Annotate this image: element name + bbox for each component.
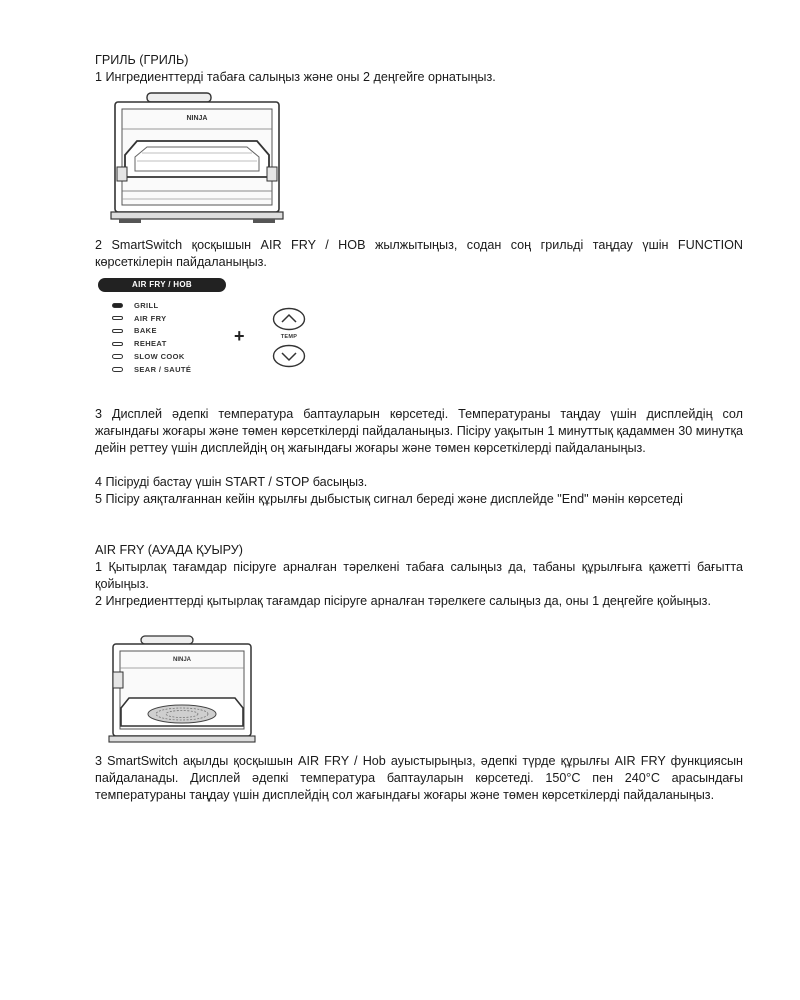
ninja-logo: NINJA xyxy=(172,657,192,663)
mode-item-grill: GRILL xyxy=(112,299,191,312)
grill-heading: ГРИЛЬ (ГРИЛЬ) xyxy=(95,53,189,67)
grill-step-1: 1 Ингредиенттерді табаға салыңыз және оны 2 деңгейге орнатыңыз. xyxy=(95,70,496,84)
temp-label: TEMP xyxy=(280,334,298,340)
grill-step-2: 2 SmartSwitch қосқышын AIR FRY / HOB жылжытыңыз, содан соң грильді таңдау үшін FUNCTION көрсеткілерін пайдаланыңыз. xyxy=(95,238,743,269)
ninja-logo: NINJA xyxy=(186,115,208,122)
mode-item-sear-saute: SEAR / SAUTÉ xyxy=(112,363,191,376)
oven-illustration-grill xyxy=(107,91,287,229)
indicator-light-icon xyxy=(112,316,123,321)
air-fry-hob-badge: AIR FRY / HOB xyxy=(98,278,226,292)
grill-step-3: 3 Дисплей әдепкі температура баптауларын көрсетеді. Температураны таңдау үшін дисплейдің сол жағындағы жоғары және төмен көрсеткілерді пайдаланыңыз. Пісіру уақытын 1 минуттық қадаммен 30 минутқа дейін реттеу үшін дисплейдің оң жағындағы жоғары және төмен көрсеткілерді пайдаланыңыз. xyxy=(95,407,743,455)
indicator-light-icon xyxy=(112,303,123,308)
mode-item-reheat: REHEAT xyxy=(112,337,191,350)
indicator-light-icon xyxy=(112,367,123,372)
function-mode-list xyxy=(112,299,191,376)
air-fry-heading: AIR FRY (АУАДА ҚУЫРУ) xyxy=(95,543,243,557)
indicator-light-icon xyxy=(112,342,123,347)
grill-step-5: 5 Пісіру аяқталғаннан кейін құрылғы дыбыстық сигнал береді және дисплейде "End" мәнін көрсетеді xyxy=(95,492,683,506)
air-fry-step-1: 1 Қытырлақ тағамдар пісіруге арналған тәрелкені табаға салыңыз да, табаны құрылғыға қажетті бағытта қойыңыз. xyxy=(95,560,743,591)
plus-sign: + xyxy=(234,326,245,346)
mode-item-air-fry: AIR FRY xyxy=(112,312,191,325)
grill-step-4: 4 Пісіруді бастау үшін START / STOP басыңыз. xyxy=(95,475,368,489)
oven-grill-drawing xyxy=(107,91,287,229)
air-fry-step-3: 3 SmartSwitch ақылды қосқышын AIR FRY / Hob ауыстырыңыз, әдепкі түрде құрылғы AIR FRY функциясын пайдаланады. Дисплей әдепкі температура баптауларын көрсетеді. 150°C пен 240°C арасындағы температураны таңдау үшін дисплейдің сол жағындағы жоғары және төмен көрсеткілерді пайдаланыңыз. xyxy=(95,754,743,802)
mode-item-slow-cook: SLOW COOK xyxy=(112,350,191,363)
oven-illustration-air-fry xyxy=(107,634,257,746)
indicator-light-icon xyxy=(112,354,123,359)
temp-control xyxy=(270,307,310,371)
indicator-light-icon xyxy=(112,329,123,334)
mode-item-bake: BAKE xyxy=(112,325,191,338)
temp-up-arrow-icon xyxy=(272,307,306,331)
temp-down-arrow-icon xyxy=(272,344,306,368)
air-fry-step-2: 2 Ингредиенттерді қытырлақ тағамдар пісіруге арналған тәрелкеге салыңыз да, оны 1 деңгейге қойыңыз. xyxy=(95,594,711,608)
oven-air-fry-drawing xyxy=(107,634,257,746)
